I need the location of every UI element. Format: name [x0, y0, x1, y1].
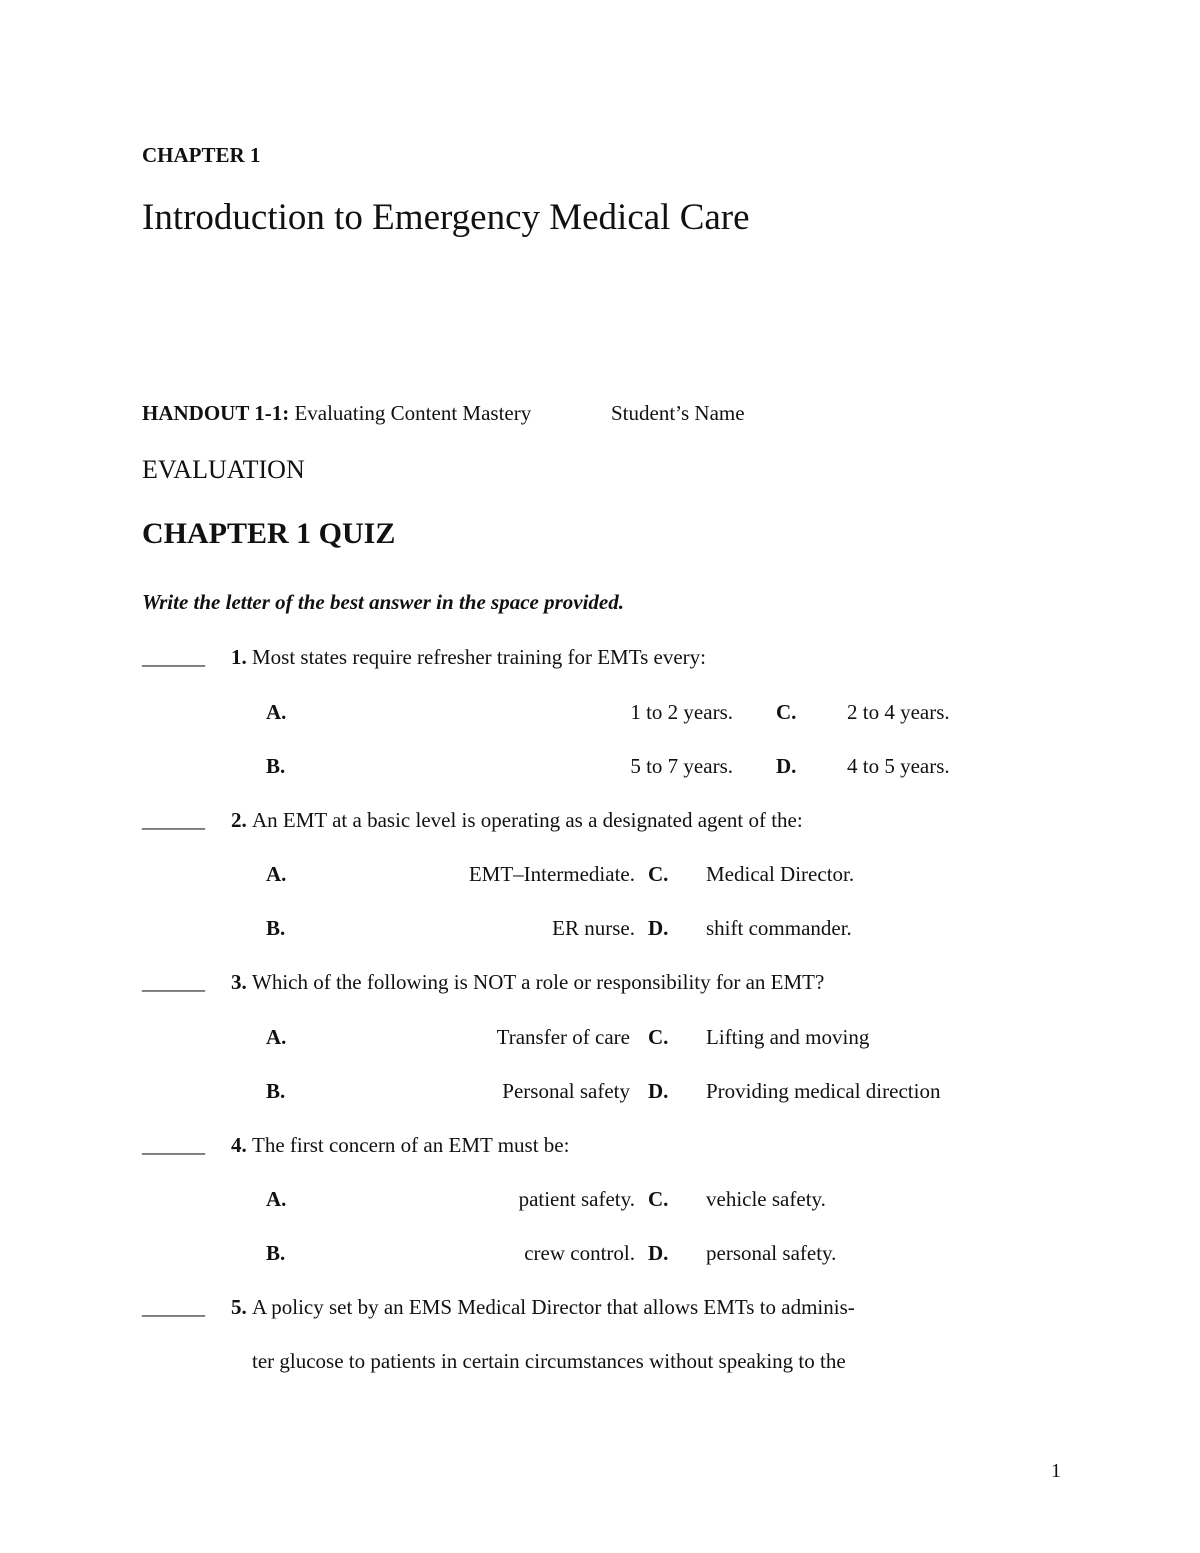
option-letter-a: A.: [266, 862, 287, 886]
option-text-c: Medical Director.: [706, 862, 855, 886]
option-letter-c: C.: [648, 1025, 669, 1049]
answer-blank[interactable]: ______: [142, 1295, 205, 1319]
option-text-a: EMT–Intermediate.: [468, 862, 635, 886]
student-name-label: Student’s Name: [611, 401, 745, 425]
option-text-a: patient safety.: [518, 1187, 635, 1211]
handout-name: Evaluating Content Mastery: [294, 401, 532, 425]
option-letter-b: B.: [266, 754, 286, 778]
answer-blank[interactable]: ______: [142, 645, 205, 669]
question-text: Most states require refresher training for EMTs every:: [252, 645, 706, 669]
answer-blank[interactable]: ______: [142, 808, 205, 832]
handout-label: HANDOUT 1-1:: [142, 401, 290, 425]
question-text: A policy set by an EMS Medical Director that allows EMTs to adminis-: [252, 1295, 855, 1319]
option-text-d: personal safety.: [706, 1241, 837, 1265]
option-text-d: Providing medical direction: [706, 1079, 941, 1103]
option-letter-c: C.: [648, 1187, 669, 1211]
chapter-label: CHAPTER 1: [142, 143, 261, 167]
question-number: 2.: [231, 808, 247, 832]
option-text-a: Transfer of care: [496, 1025, 630, 1049]
option-letter-d: D.: [648, 916, 669, 940]
question-text: An EMT at a basic level is operating as a designated agent of the:: [252, 808, 803, 832]
question-number: 5.: [231, 1295, 247, 1319]
option-text-c: Lifting and moving: [706, 1025, 870, 1049]
answer-blank[interactable]: ______: [142, 1133, 205, 1157]
option-letter-d: D.: [776, 754, 797, 778]
question-text: Which of the following is NOT a role or responsibility for an EMT?: [252, 970, 825, 994]
quiz-heading: CHAPTER 1 QUIZ: [142, 517, 396, 550]
option-text-c: vehicle safety.: [706, 1187, 826, 1211]
handout-line: [142, 401, 531, 426]
option-letter-b: B.: [266, 1079, 286, 1103]
option-letter-d: D.: [648, 1079, 669, 1103]
option-text-b: ER nurse.: [552, 916, 635, 940]
option-letter-c: C.: [648, 862, 669, 886]
question-number: 1.: [231, 645, 247, 669]
option-letter-a: A.: [266, 1025, 287, 1049]
option-text-b: 5 to 7 years.: [630, 754, 733, 778]
option-text-c: 2 to 4 years.: [847, 700, 950, 724]
option-letter-a: A.: [266, 1187, 287, 1211]
answer-blank[interactable]: ______: [142, 970, 205, 994]
option-letter-b: B.: [266, 1241, 286, 1265]
option-text-a: 1 to 2 years.: [630, 700, 733, 724]
option-letter-c: C.: [776, 700, 797, 724]
question-number: 4.: [231, 1133, 247, 1157]
page-title: Introduction to Emergency Medical Care: [142, 197, 750, 238]
page-number: 1: [1051, 1460, 1061, 1482]
option-text-b: crew control.: [524, 1241, 635, 1265]
option-text-d: 4 to 5 years.: [847, 754, 950, 778]
question-text-continuation: ter glucose to patients in certain circumstances without speaking to the: [252, 1349, 846, 1373]
question-text: The first concern of an EMT must be:: [252, 1133, 570, 1157]
option-letter-b: B.: [266, 916, 286, 940]
option-text-d: shift commander.: [706, 916, 852, 940]
option-text-b: Personal safety: [502, 1079, 630, 1103]
question-number: 3.: [231, 970, 247, 994]
option-letter-d: D.: [648, 1241, 669, 1265]
option-letter-a: A.: [266, 700, 287, 724]
section-heading: EVALUATION: [142, 455, 305, 484]
quiz-instructions: Write the letter of the best answer in the space provided.: [142, 590, 624, 614]
